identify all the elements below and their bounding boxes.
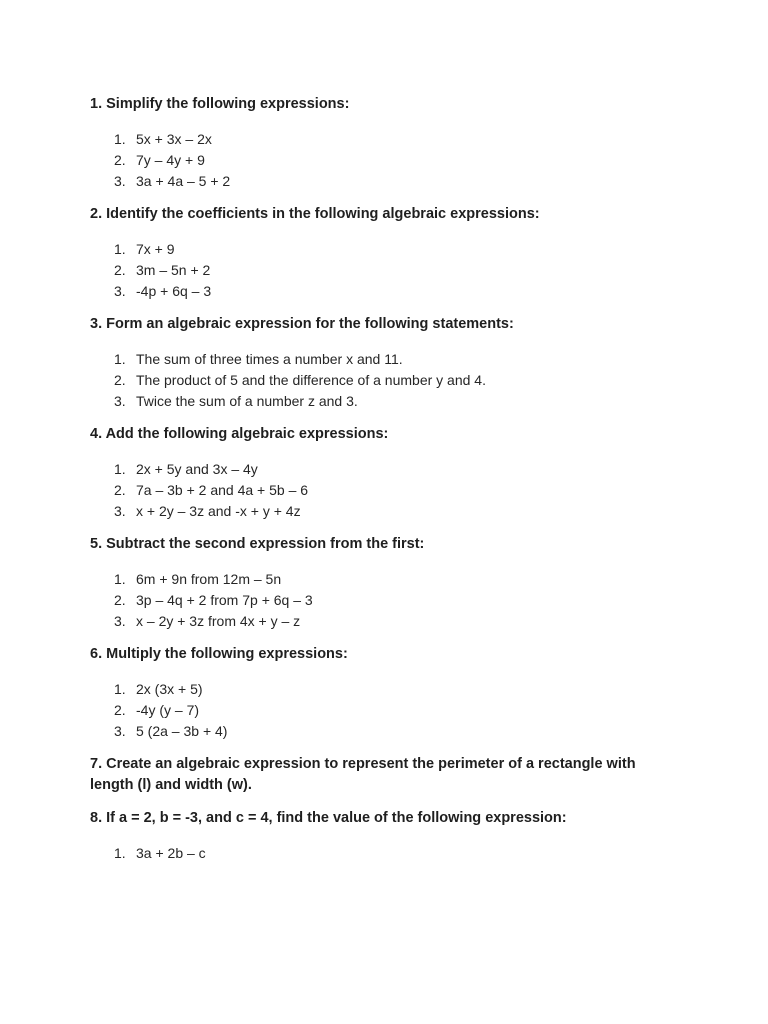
list-number: 3. bbox=[114, 723, 126, 739]
list-number: 2. bbox=[114, 702, 126, 718]
list-number: 3. bbox=[114, 393, 126, 409]
list-item bbox=[90, 590, 668, 611]
list-number: 3. bbox=[114, 503, 126, 519]
sub-question-list bbox=[90, 349, 668, 412]
sub-question-list bbox=[90, 239, 668, 302]
list-number: 1. bbox=[114, 681, 126, 697]
list-text: 3a + 2b – c bbox=[136, 845, 206, 861]
sub-question-list bbox=[90, 679, 668, 742]
sub-question-list bbox=[90, 569, 668, 632]
list-item bbox=[90, 349, 668, 370]
list-text: 5 (2a – 3b + 4) bbox=[136, 723, 228, 739]
list-item bbox=[90, 843, 668, 864]
list-text: 3m – 5n + 2 bbox=[136, 262, 211, 278]
list-item bbox=[90, 171, 668, 192]
list-item bbox=[90, 129, 668, 150]
question-heading: 1. Simplify the following expressions: bbox=[90, 96, 350, 112]
question-5 bbox=[90, 534, 668, 632]
list-text: 2x + 5y and 3x – 4y bbox=[136, 461, 258, 477]
list-text: 7a – 3b + 2 and 4a + 5b – 6 bbox=[136, 482, 309, 498]
list-number: 1. bbox=[114, 571, 126, 587]
list-number: 3. bbox=[114, 613, 126, 629]
list-item bbox=[90, 260, 668, 281]
list-item bbox=[90, 721, 668, 742]
list-number: 2. bbox=[114, 262, 126, 278]
question-7 bbox=[90, 754, 668, 796]
question-heading: 6. Multiply the following expressions: bbox=[90, 646, 348, 662]
question-2 bbox=[90, 204, 668, 302]
list-item bbox=[90, 501, 668, 522]
question-heading: 2. Identify the coefficients in the following algebraic expressions: bbox=[90, 206, 540, 222]
list-number: 2. bbox=[114, 592, 126, 608]
list-item bbox=[90, 700, 668, 721]
question-6 bbox=[90, 644, 668, 742]
list-text: Twice the sum of a number z and 3. bbox=[136, 393, 358, 409]
question-4 bbox=[90, 424, 668, 522]
question-heading: 5. Subtract the second expression from the first: bbox=[90, 536, 425, 552]
list-text: -4y (y – 7) bbox=[136, 702, 200, 718]
question-1 bbox=[90, 94, 668, 192]
list-number: 1. bbox=[114, 131, 126, 147]
list-item bbox=[90, 391, 668, 412]
list-number: 1. bbox=[114, 241, 126, 257]
list-item bbox=[90, 239, 668, 260]
list-text: 5x + 3x – 2x bbox=[136, 131, 212, 147]
question-heading: 7. Create an algebraic expression to represent the perimeter of a rectangle with length (l) and width (w). bbox=[90, 756, 636, 793]
list-number: 2. bbox=[114, 152, 126, 168]
list-number: 3. bbox=[114, 173, 126, 189]
list-number: 1. bbox=[114, 461, 126, 477]
list-text: The sum of three times a number x and 11. bbox=[136, 351, 403, 367]
list-text: 3p – 4q + 2 from 7p + 6q – 3 bbox=[136, 592, 313, 608]
list-item bbox=[90, 569, 668, 590]
list-text: x + 2y – 3z and -x + y + 4z bbox=[136, 503, 301, 519]
list-text: 3a + 4a – 5 + 2 bbox=[136, 173, 231, 189]
list-item bbox=[90, 679, 668, 700]
list-text: 7y – 4y + 9 bbox=[136, 152, 205, 168]
list-text: 2x (3x + 5) bbox=[136, 681, 203, 697]
list-item bbox=[90, 480, 668, 501]
list-item bbox=[90, 150, 668, 171]
question-heading: 3. Form an algebraic expression for the following statements: bbox=[90, 316, 514, 332]
list-item bbox=[90, 459, 668, 480]
list-number: 3. bbox=[114, 283, 126, 299]
question-3 bbox=[90, 314, 668, 412]
sub-question-list bbox=[90, 459, 668, 522]
list-number: 2. bbox=[114, 372, 126, 388]
question-heading: 8. If a = 2, b = -3, and c = 4, find the value of the following expression: bbox=[90, 810, 567, 826]
sub-question-list bbox=[90, 129, 668, 192]
question-8 bbox=[90, 808, 668, 864]
list-text: 6m + 9n from 12m – 5n bbox=[136, 571, 282, 587]
question-heading: 4. Add the following algebraic expressions: bbox=[90, 426, 389, 442]
sub-question-list bbox=[90, 843, 668, 864]
list-number: 1. bbox=[114, 351, 126, 367]
list-text: x – 2y + 3z from 4x + y – z bbox=[136, 613, 301, 629]
list-text: 7x + 9 bbox=[136, 241, 175, 257]
list-item bbox=[90, 281, 668, 302]
list-item bbox=[90, 370, 668, 391]
list-text: The product of 5 and the difference of a number y and 4. bbox=[136, 372, 486, 388]
list-item bbox=[90, 611, 668, 632]
list-number: 2. bbox=[114, 482, 126, 498]
list-text: -4p + 6q – 3 bbox=[136, 283, 212, 299]
list-number: 1. bbox=[114, 845, 126, 861]
